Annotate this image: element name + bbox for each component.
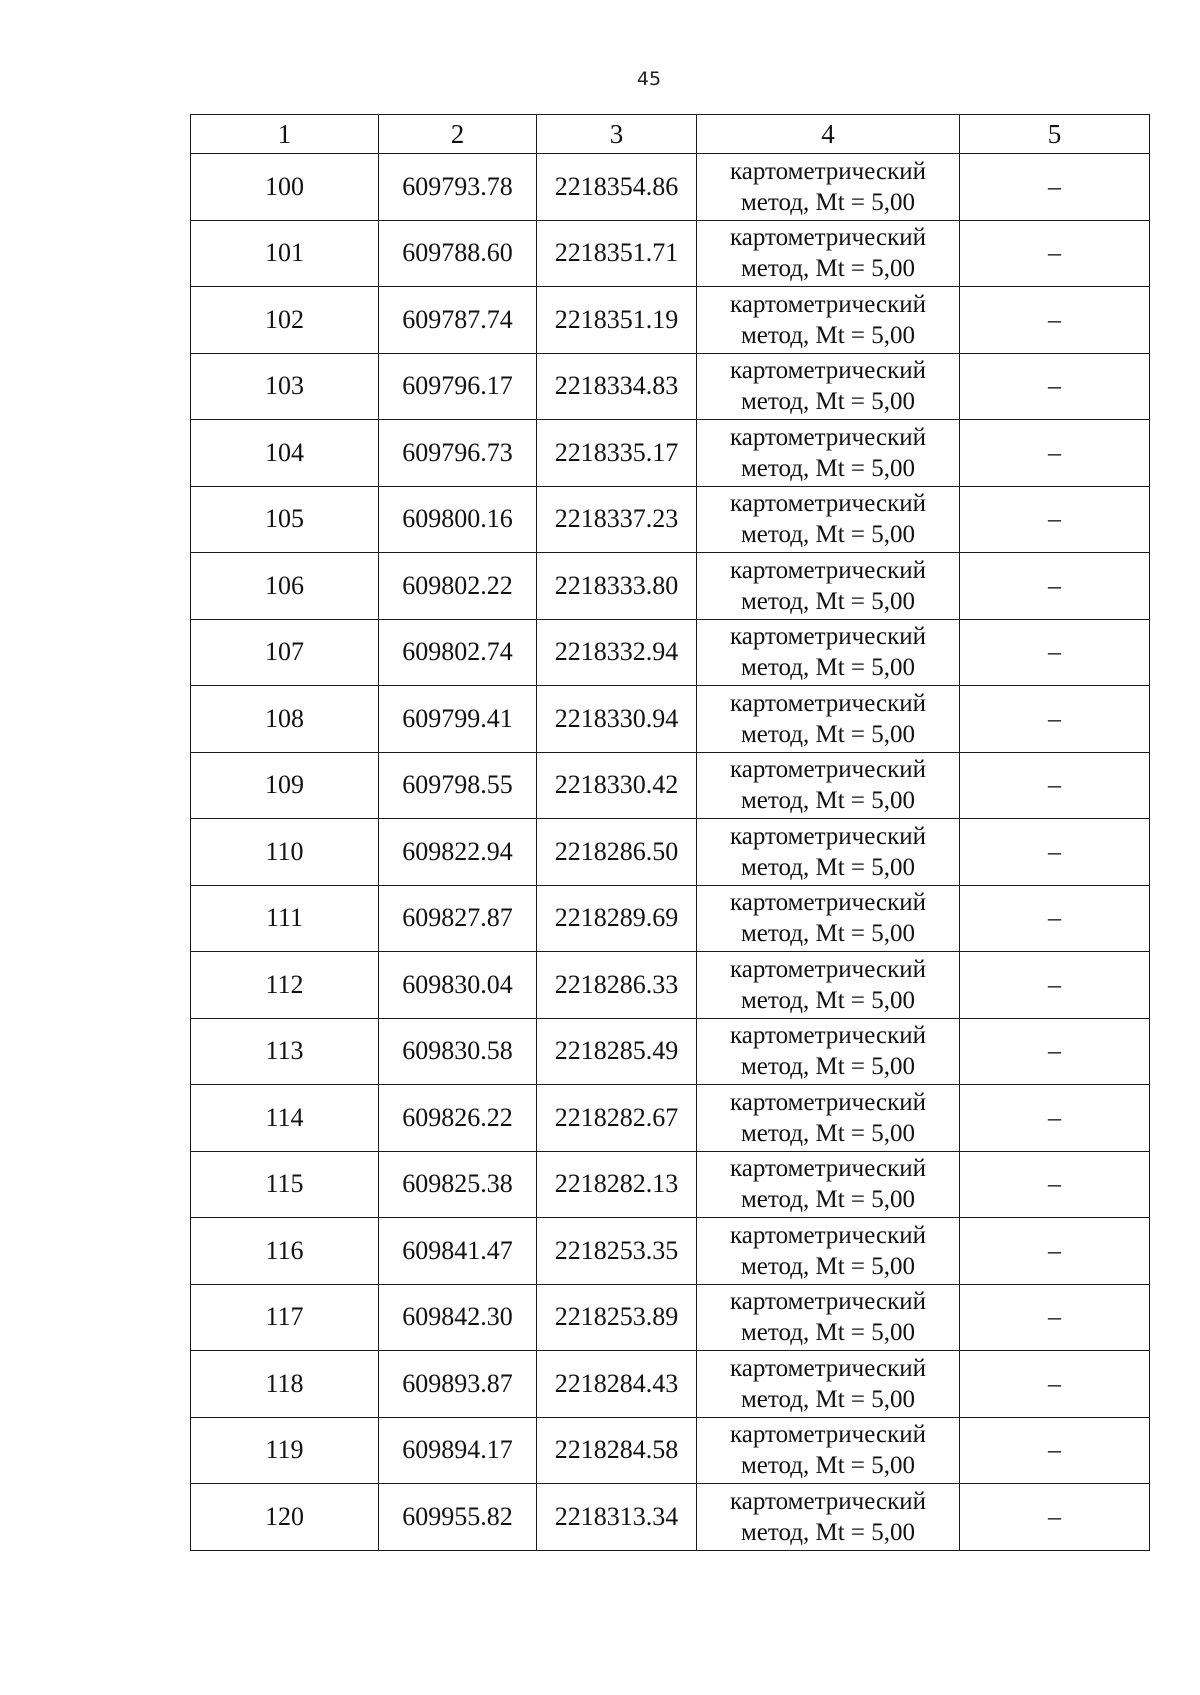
point-number-cell: 111 [191,885,379,952]
header-col-5: 5 [960,115,1150,154]
table-row [191,1085,1150,1152]
table-row [191,486,1150,553]
note-cell: – [960,619,1150,686]
point-number-cell: 116 [191,1218,379,1285]
method-cell [697,220,960,287]
note-cell: – [960,1351,1150,1418]
x-coordinate-cell: 609830.58 [379,1018,537,1085]
table-row [191,885,1150,952]
method-cell [697,1018,960,1085]
method-cell [697,553,960,620]
note-cell: – [960,154,1150,221]
method-cell [697,486,960,553]
method-line-1: картометрический [730,822,926,850]
point-number-cell: 106 [191,553,379,620]
table-row [191,220,1150,287]
header-row [191,115,1150,154]
x-coordinate-cell: 609787.74 [379,287,537,354]
header-col-2: 2 [379,115,537,154]
point-number-cell: 113 [191,1018,379,1085]
y-coordinate-cell: 2218253.89 [537,1284,697,1351]
y-coordinate-cell: 2218282.13 [537,1151,697,1218]
note-cell: – [960,1218,1150,1285]
method-line-2: метод, Mt = 5,00 [740,920,916,948]
method-cell [697,819,960,886]
point-number-cell: 117 [191,1284,379,1351]
note-cell: – [960,819,1150,886]
method-line-2: метод, Mt = 5,00 [740,1119,916,1147]
point-number-cell: 110 [191,819,379,886]
point-number-cell: 107 [191,619,379,686]
note-cell: – [960,952,1150,1019]
y-coordinate-cell: 2218313.34 [537,1484,697,1551]
y-coordinate-cell: 2218351.71 [537,220,697,287]
note-cell: – [960,420,1150,487]
table-row [191,1484,1150,1551]
point-number-cell: 104 [191,420,379,487]
method-cell [697,1218,960,1285]
y-coordinate-cell: 2218354.86 [537,154,697,221]
note-cell: – [960,1284,1150,1351]
method-line-1: картометрический [730,556,926,584]
method-cell [697,1085,960,1152]
method-line-2: метод, Mt = 5,00 [740,654,916,682]
table-row [191,686,1150,753]
note-cell: – [960,220,1150,287]
x-coordinate-cell: 609802.22 [379,553,537,620]
y-coordinate-cell: 2218286.33 [537,952,697,1019]
table-row [191,1284,1150,1351]
table-row [191,1151,1150,1218]
table-row [191,619,1150,686]
method-cell [697,287,960,354]
method-line-2: метод, Mt = 5,00 [740,388,916,416]
y-coordinate-cell: 2218333.80 [537,553,697,620]
x-coordinate-cell: 609893.87 [379,1351,537,1418]
x-coordinate-cell: 609793.78 [379,154,537,221]
point-number-cell: 103 [191,353,379,420]
point-number-cell: 108 [191,686,379,753]
x-coordinate-cell: 609826.22 [379,1085,537,1152]
method-cell [697,353,960,420]
method-line-2: метод, Mt = 5,00 [740,1319,916,1347]
x-coordinate-cell: 609825.38 [379,1151,537,1218]
coordinates-table [190,114,1150,1551]
method-line-1: картометрический [730,224,926,252]
note-cell: – [960,353,1150,420]
table-row [191,1351,1150,1418]
y-coordinate-cell: 2218337.23 [537,486,697,553]
method-cell [697,752,960,819]
x-coordinate-cell: 609842.30 [379,1284,537,1351]
y-coordinate-cell: 2218253.35 [537,1218,697,1285]
method-cell [697,1417,960,1484]
x-coordinate-cell: 609798.55 [379,752,537,819]
method-line-2: метод, Mt = 5,00 [740,1252,916,1280]
y-coordinate-cell: 2218334.83 [537,353,697,420]
x-coordinate-cell: 609955.82 [379,1484,537,1551]
method-line-1: картометрический [730,1421,926,1449]
method-line-2: метод, Mt = 5,00 [740,188,916,216]
header-col-4: 4 [697,115,960,154]
method-line-2: метод, Mt = 5,00 [740,321,916,349]
note-cell: – [960,1085,1150,1152]
note-cell: – [960,553,1150,620]
method-line-1: картометрический [730,1221,926,1249]
method-line-2: метод, Mt = 5,00 [740,1385,916,1413]
method-line-2: метод, Mt = 5,00 [740,1053,916,1081]
method-line-1: картометрический [730,623,926,651]
x-coordinate-cell: 609827.87 [379,885,537,952]
method-cell [697,420,960,487]
y-coordinate-cell: 2218284.58 [537,1417,697,1484]
method-line-2: метод, Mt = 5,00 [740,1518,916,1546]
x-coordinate-cell: 609841.47 [379,1218,537,1285]
point-number-cell: 115 [191,1151,379,1218]
method-line-2: метод, Mt = 5,00 [740,587,916,615]
method-line-1: картометрический [730,756,926,784]
method-cell [697,885,960,952]
point-number-cell: 101 [191,220,379,287]
method-cell [697,952,960,1019]
note-cell: – [960,885,1150,952]
table-row [191,353,1150,420]
method-line-1: картометрический [730,290,926,318]
table-row [191,154,1150,221]
method-cell [697,1284,960,1351]
y-coordinate-cell: 2218335.17 [537,420,697,487]
x-coordinate-cell: 609822.94 [379,819,537,886]
point-number-cell: 102 [191,287,379,354]
note-cell: – [960,1484,1150,1551]
method-line-1: картометрический [730,955,926,983]
method-line-1: картометрический [730,1022,926,1050]
method-cell [697,1351,960,1418]
table-row [191,819,1150,886]
point-number-cell: 118 [191,1351,379,1418]
method-line-2: метод, Mt = 5,00 [740,787,916,815]
method-line-1: картометрический [730,889,926,917]
method-line-2: метод, Mt = 5,00 [740,1186,916,1214]
table-row [191,1417,1150,1484]
x-coordinate-cell: 609788.60 [379,220,537,287]
point-number-cell: 109 [191,752,379,819]
x-coordinate-cell: 609796.17 [379,353,537,420]
y-coordinate-cell: 2218351.19 [537,287,697,354]
y-coordinate-cell: 2218330.94 [537,686,697,753]
header-col-3: 3 [537,115,697,154]
method-line-1: картометрический [730,423,926,451]
table-row [191,553,1150,620]
point-number-cell: 105 [191,486,379,553]
method-line-1: картометрический [730,157,926,185]
page-number: 45 [636,68,662,90]
table-body [191,154,1150,1551]
y-coordinate-cell: 2218284.43 [537,1351,697,1418]
method-cell [697,1151,960,1218]
header-col-1: 1 [191,115,379,154]
y-coordinate-cell: 2218282.67 [537,1085,697,1152]
table-row [191,1218,1150,1285]
method-line-2: метод, Mt = 5,00 [740,521,916,549]
method-line-2: метод, Mt = 5,00 [740,853,916,881]
y-coordinate-cell: 2218285.49 [537,1018,697,1085]
method-line-1: картометрический [730,1155,926,1183]
point-number-cell: 120 [191,1484,379,1551]
table-row [191,952,1150,1019]
method-cell [697,1484,960,1551]
method-line-1: картометрический [730,1487,926,1515]
y-coordinate-cell: 2218332.94 [537,619,697,686]
y-coordinate-cell: 2218286.50 [537,819,697,886]
table-row [191,420,1150,487]
method-cell [697,154,960,221]
method-line-1: картометрический [730,689,926,717]
method-line-2: метод, Mt = 5,00 [740,454,916,482]
method-line-1: картометрический [730,1088,926,1116]
table-row [191,752,1150,819]
y-coordinate-cell: 2218330.42 [537,752,697,819]
note-cell: – [960,486,1150,553]
point-number-cell: 112 [191,952,379,1019]
method-line-1: картометрический [730,490,926,518]
x-coordinate-cell: 609800.16 [379,486,537,553]
note-cell: – [960,1417,1150,1484]
note-cell: – [960,1151,1150,1218]
x-coordinate-cell: 609796.73 [379,420,537,487]
table-row [191,1018,1150,1085]
method-line-2: метод, Mt = 5,00 [740,1452,916,1480]
x-coordinate-cell: 609799.41 [379,686,537,753]
table-row [191,287,1150,354]
note-cell: – [960,686,1150,753]
method-line-1: картометрический [730,1354,926,1382]
method-line-2: метод, Mt = 5,00 [740,986,916,1014]
method-line-1: картометрический [730,357,926,385]
table-header [191,115,1150,154]
point-number-cell: 119 [191,1417,379,1484]
note-cell: – [960,1018,1150,1085]
point-number-cell: 114 [191,1085,379,1152]
method-line-2: метод, Mt = 5,00 [740,255,916,283]
point-number-cell: 100 [191,154,379,221]
method-cell [697,686,960,753]
note-cell: – [960,752,1150,819]
method-cell [697,619,960,686]
method-line-2: метод, Mt = 5,00 [740,720,916,748]
x-coordinate-cell: 609830.04 [379,952,537,1019]
y-coordinate-cell: 2218289.69 [537,885,697,952]
note-cell: – [960,287,1150,354]
x-coordinate-cell: 609802.74 [379,619,537,686]
method-line-1: картометрический [730,1288,926,1316]
x-coordinate-cell: 609894.17 [379,1417,537,1484]
